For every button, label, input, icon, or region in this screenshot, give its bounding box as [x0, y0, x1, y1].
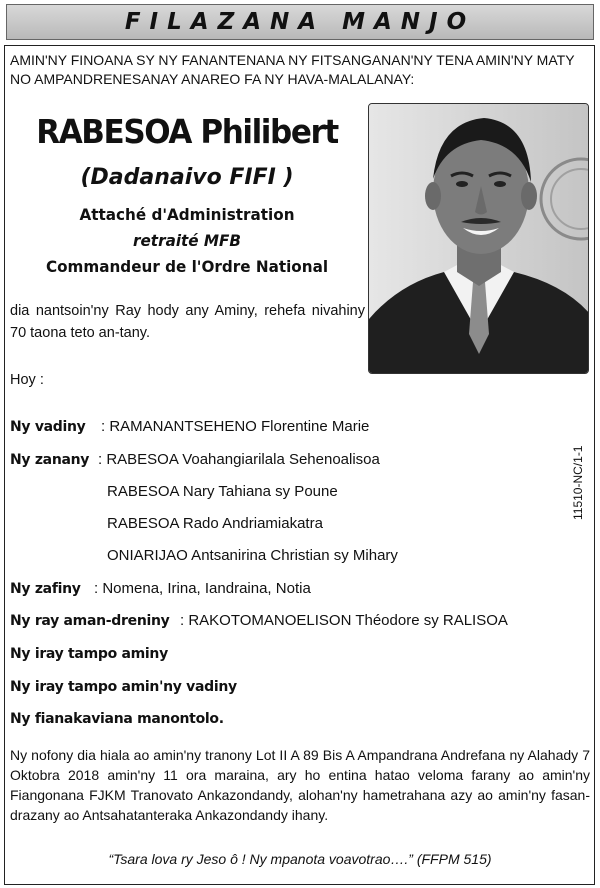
zanany-value-4: ONIARIJAO Antsanirina Christian sy Mihary: [107, 547, 398, 564]
fianakaviana-label: Ny fianakaviana manontolo.: [10, 711, 224, 727]
vadiny-label: Ny vadiny: [10, 419, 86, 435]
closing-quote: “Tsara lova ry Jeso ô ! Ny mpanota voavotrao….” (FFPM 515): [108, 851, 492, 867]
iray-tampo-vadiny-label: Ny iray tampo amin'ny vadiny: [10, 679, 237, 695]
zanany-value-2: RABESOA Nary Tahiana sy Poune: [107, 483, 338, 500]
reference-code: 11510-NC/1-1: [571, 445, 585, 520]
vadiny-row: [10, 418, 370, 436]
deceased-nickname: (Dadanaivo FIFI ): [80, 165, 294, 190]
deceased-name: RABESOA Philibert: [36, 112, 338, 151]
zanany-value-1: : RABESOA Voahangiarilala Sehenoalisoa: [98, 451, 380, 468]
funeral-details: Ny nofony dia hiala ao amin'ny tranony Lot II A 89 Bis A Ampandrana Andrefana ny Alahady 7 Oktobra 2018 amin'ny 11 ora maraina, ary ho entina hatao veloma farany ao amin'ny Fiangonana FJKM Tranovato Ankazondandy, alohan'ny hametrahana azy ao amin'ny fasan-drazany ao Antsahatanteraka Ankazondandy ihany.: [10, 747, 590, 823]
deceased-photo: [368, 103, 589, 374]
zanany-row: [10, 451, 380, 469]
zanany-label: Ny zanany: [10, 452, 90, 468]
fianakaviana-row: [10, 710, 224, 728]
zafiny-value: : Nomena, Irina, Iandraina, Notia: [94, 580, 311, 597]
hoy-label: Hoy :: [10, 372, 44, 388]
deceased-title-2: retraité MFB: [132, 231, 242, 250]
intro-text: AMIN'NY FINOANA SY NY FANANTENANA NY FITSANGANAN'NY TENA AMIN'NY MATY NO AMPANDRENESANAY ANAREO FA NY HAVA-MALALANAY:: [10, 52, 575, 87]
iray-tampo-vadiny-row: [10, 678, 237, 696]
ray-row: [10, 612, 508, 630]
header-title: FILAZANA MANJO: [124, 9, 476, 35]
header-banner: [6, 4, 594, 40]
iray-tampo-row: [10, 645, 168, 663]
iray-tampo-label: Ny iray tampo aminy: [10, 646, 168, 662]
vadiny-value: : RAMANANTSEHENO Florentine Marie: [101, 418, 370, 435]
deceased-title-3: Commandeur de l'Ordre National: [45, 257, 329, 276]
zanany-value-3: RABESOA Rado Andriamiakatra: [107, 515, 323, 532]
ray-value: : RAKOTOMANOELISON Théodore sy RALISOA: [180, 612, 508, 629]
announcement-text: dia nantsoin'ny Ray hody any Aminy, rehefa nivahiny 70 taona teto an-tany.: [10, 303, 365, 341]
zafiny-label: Ny zafiny: [10, 581, 81, 597]
deceased-title-1: Attaché d'Administration: [79, 205, 295, 224]
zafiny-row: [10, 580, 311, 598]
portrait-image: [369, 104, 589, 374]
ray-label: Ny ray aman-dreniny: [10, 613, 170, 629]
